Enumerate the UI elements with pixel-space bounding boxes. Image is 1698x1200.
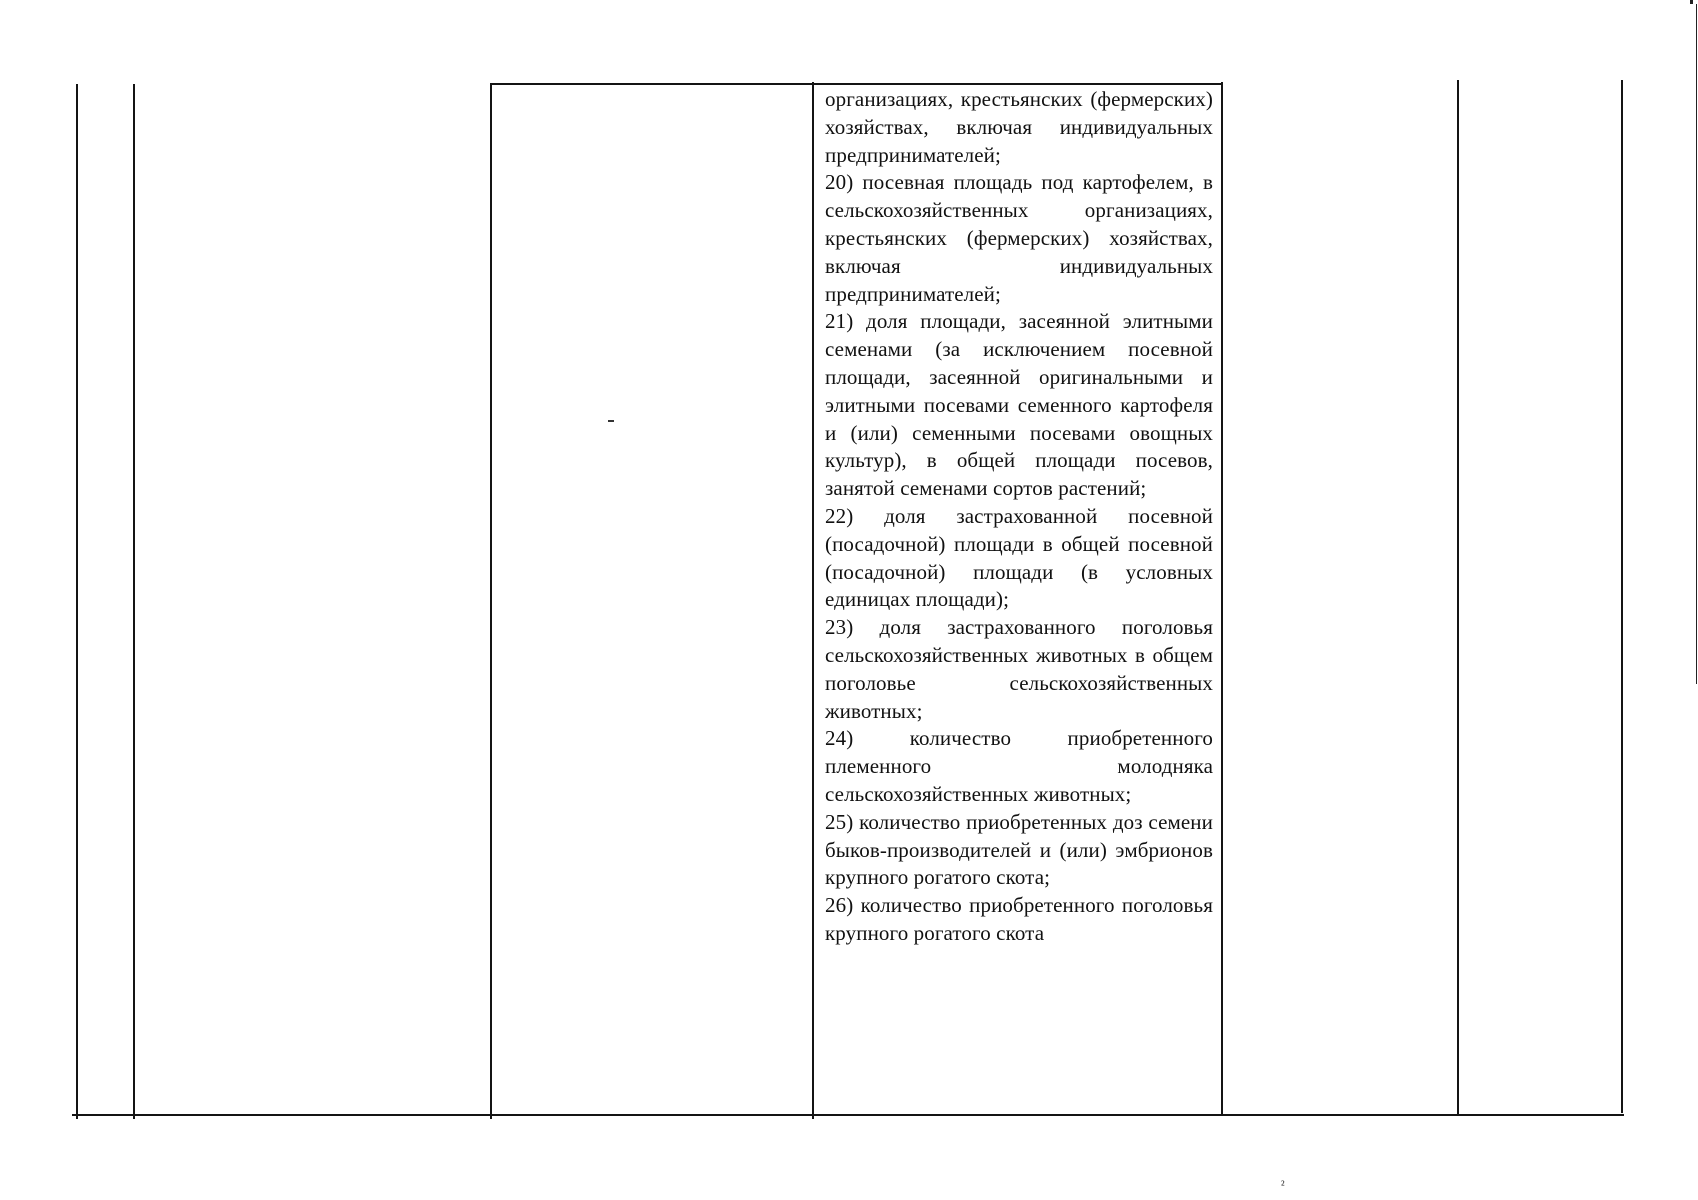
column-divider-1	[133, 84, 135, 1119]
table-border-right	[1621, 80, 1623, 1113]
column-divider-3	[812, 82, 814, 1119]
table-border-left	[76, 84, 78, 1119]
cell-top-border	[490, 83, 1223, 85]
stray-dash-mark	[608, 420, 614, 422]
column-divider-4	[1221, 82, 1223, 1115]
indicator-paragraph: 20) посевная площадь под картофелем, в сельскохозяйственных организациях, крестьянских (фермерских) хозяйствах, включая индивидуальных предпринимателей;	[825, 170, 1213, 306]
indicator-paragraph: 21) доля площади, засеянной элитными семенами (за исключением посевной площади, засеянной оригинальными и элитными посевами семенного картофеля и (или) семенными посевами овощных культур), в общей площади посевов, занятой семенами сортов растений;	[825, 309, 1213, 501]
scan-edge-mark	[1696, 4, 1697, 684]
indicator-paragraph: организациях, крестьянских (фермерских) хозяйствах, включая индивидуальных предпринимателей;	[825, 87, 1213, 167]
page-mark: ²	[1281, 1178, 1285, 1192]
scan-edge-mark	[1690, 0, 1693, 4]
table-bottom-border	[72, 1114, 1624, 1116]
column-divider-5	[1457, 80, 1459, 1115]
indicator-paragraph: 22) доля застрахованной посевной (посадочной) площади в общей посевной (посадочной) площади (в условных единицах площади);	[825, 503, 1213, 612]
indicator-paragraph: 24) количество приобретенного племенного молодняка сельскохозяйственных животных;	[825, 726, 1213, 806]
column-divider-2	[490, 84, 492, 1119]
indicator-paragraph: 26) количество приобретенного поголовья крупного рогатого скота	[825, 893, 1213, 945]
indicators-cell	[825, 86, 1213, 948]
indicator-paragraph: 25) количество приобретенных доз семени быков-производителей и (или) эмбрионов крупного рогатого скота;	[825, 809, 1213, 890]
indicator-paragraph: 23) доля застрахованного поголовья сельскохозяйственных животных в общем поголовье сельскохозяйственных животных;	[825, 615, 1213, 723]
